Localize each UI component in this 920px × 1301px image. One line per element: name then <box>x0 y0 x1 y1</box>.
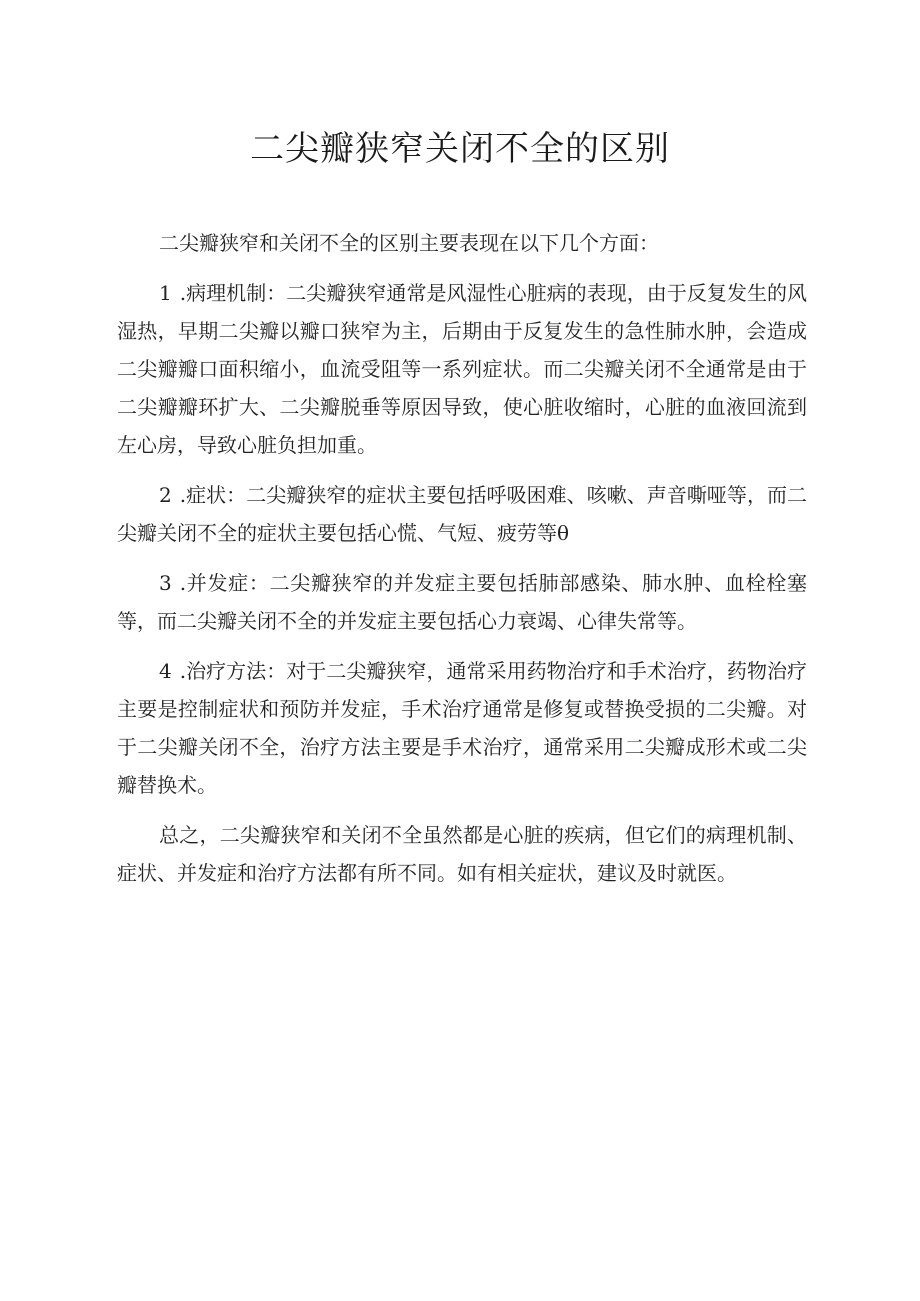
item-text: .治疗方法：对于二尖瓣狭窄，通常采用药物治疗和手术治疗，药物治疗主要是控制症状和预防并发症，手术治疗通常是修复或替换受损的二尖瓣。对于二尖瓣关闭不全，治疗方法主要是手术治疗，通常采用二尖瓣成形术或二尖瓣替换术。 <box>117 659 807 797</box>
list-item-symptoms <box>117 476 807 552</box>
item-number: 2 <box>159 483 172 507</box>
list-item-complications <box>117 564 807 640</box>
list-item-treatment <box>117 652 807 804</box>
item-text: .症状：二尖瓣狭窄的症状主要包括呼吸困难、咳嗽、声音嘶哑等，而二尖瓣关闭不全的症状主要包括心慌、气短、疲劳等θ <box>117 483 807 545</box>
item-text: .并发症：二尖瓣狭窄的并发症主要包括肺部感染、肺水肿、血栓栓塞等，而二尖瓣关闭不全的并发症主要包括心力衰竭、心律失常等。 <box>117 571 807 633</box>
intro-paragraph: 二尖瓣狭窄和关闭不全的区别主要表现在以下几个方面： <box>159 231 659 255</box>
item-text: .病理机制：二尖瓣狭窄通常是风湿性心脏病的表现，由于反复发生的风湿热，早期二尖瓣以瓣口狭窄为主，后期由于反复发生的急性肺水肿，会造成二尖瓣瓣口面积缩小，血流受阻等一系列症状。而二尖瓣关闭不全通常是由于二尖瓣瓣环扩大、二尖瓣脱垂等原因导致，使心脏收缩时，心脏的血液回流到左心房，导致心脏负担加重。 <box>117 281 807 457</box>
document-body <box>117 224 807 904</box>
item-number: 3 <box>159 571 172 595</box>
list-item-pathology <box>117 274 807 464</box>
conclusion-paragraph: 总之，二尖瓣狭窄和关闭不全虽然都是心脏的疾病，但它们的病理机制、症状、并发症和治疗方法都有所不同。如有相关症状，建议及时就医。 <box>117 823 807 885</box>
document-title: 二尖瓣狭窄关闭不全的区别 <box>250 129 670 169</box>
item-number: 1 <box>159 281 172 305</box>
item-number: 4 <box>159 659 172 683</box>
